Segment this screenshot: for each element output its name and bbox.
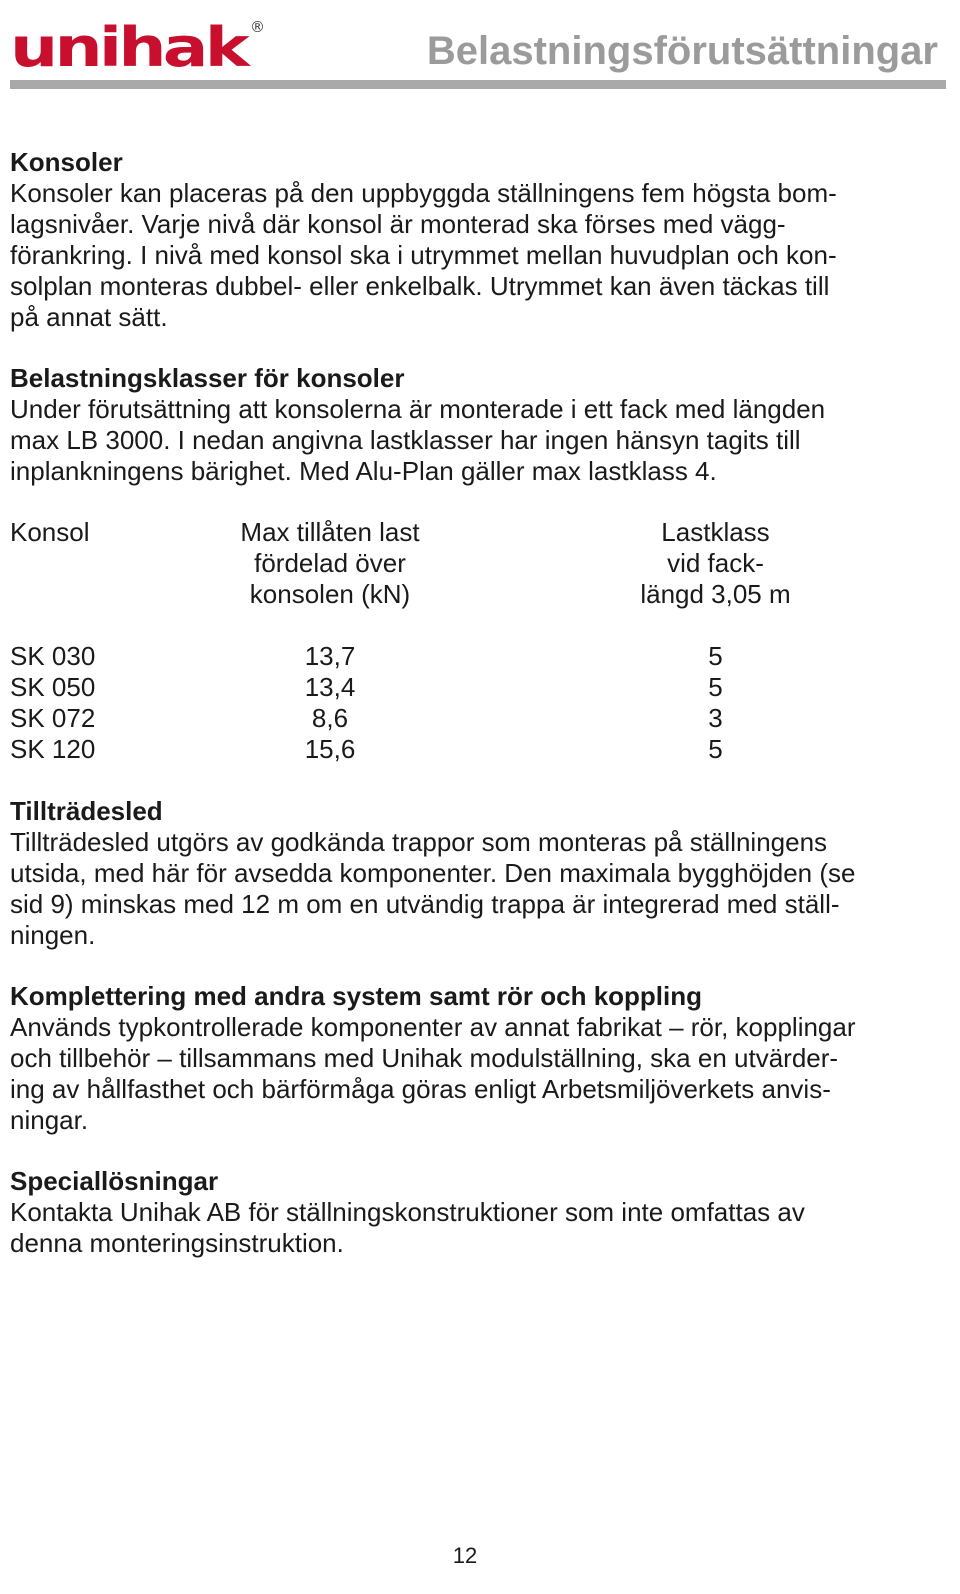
section-konsoler	[10, 147, 950, 333]
cell-max-load: 8,6	[311, 703, 349, 733]
column-header-label: Lastklass vid fack- längd 3,05 m	[640, 517, 791, 609]
page-header	[0, 0, 960, 95]
cell-max-load: 13,7	[304, 641, 356, 671]
cell-load-class: 3	[708, 703, 723, 733]
section-tilltradesled	[10, 796, 950, 951]
section-heading: Konsoler	[10, 147, 123, 177]
load-class-table	[10, 517, 828, 765]
header-divider	[10, 80, 946, 89]
page-content	[10, 147, 950, 1289]
section-belastningsklasser	[10, 363, 950, 487]
column-header-label: Konsol	[10, 517, 90, 547]
section-heading: Komplettering med andra system samt rör och koppling	[10, 981, 703, 1011]
column-spacer	[435, 517, 603, 641]
cell-max-load: 15,6	[304, 734, 356, 764]
cell-konsol: SK 120	[10, 734, 96, 764]
logo-wordmark: unihak	[10, 18, 252, 74]
page-title: Belastningsförutsättningar	[426, 29, 938, 73]
section-heading: Belastningsklasser för konsoler	[10, 363, 405, 393]
section-heading: Speciallösningar	[10, 1166, 219, 1196]
table-row	[10, 672, 828, 703]
cell-spacer	[435, 734, 603, 765]
column-header-konsol	[10, 517, 225, 641]
section-heading: Tillträdesled	[10, 796, 163, 826]
cell-load-class: 5	[708, 641, 723, 671]
page-number: 12	[452, 1543, 478, 1568]
cell-max-load: 13,4	[304, 672, 356, 702]
column-header-label: Max tillåten last fördelad över konsolen (kN)	[240, 517, 420, 609]
cell-spacer	[435, 703, 603, 734]
table-row	[10, 703, 828, 734]
section-komplettering	[10, 981, 950, 1136]
cell-konsol: SK 072	[10, 703, 96, 733]
table-row	[10, 641, 828, 672]
cell-load-class: 5	[708, 672, 723, 702]
table-header-row	[10, 517, 828, 641]
cell-spacer	[435, 672, 603, 703]
section-text: Konsoler kan placeras på den uppbyggda ställningens fem högsta bom- lagsnivåer. Varje nivå där konsol är monterad ska förses med vägg- förankring. I nivå med konsol ska i utrymmet mellan huvudplan och kon- solplan monteras dubbel- eller enkelbalk. Utrymmet kan även täckas till på annat sätt.	[10, 178, 837, 332]
unihak-logo	[10, 18, 272, 74]
section-speciallosningar	[10, 1166, 950, 1259]
cell-konsol: SK 050	[10, 672, 96, 702]
cell-konsol: SK 030	[10, 641, 96, 671]
table-row	[10, 734, 828, 765]
section-text: Används typkontrollerade komponenter av annat fabrikat – rör, kopplingar och tillbehör – tillsammans med Unihak modulställning, ska en utvärder- ing av hållfasthet och bärförmåga göras enligt Arbetsmiljöverkets anvis- ningar.	[10, 1012, 856, 1135]
cell-spacer	[435, 641, 603, 672]
section-text: Tillträdesled utgörs av godkända trappor som monteras på ställningens utsida, med här för avsedda komponenter. Den maximala bygghöjden (se sid 9) minskas med 12 m om en utvändig trappa är integrerad med ställ- ningen.	[10, 827, 856, 950]
column-header-max-load	[225, 517, 435, 641]
section-text: Kontakta Unihak AB för ställningskonstruktioner som inte omfattas av denna monteringsinstruktion.	[10, 1197, 805, 1258]
section-text: Under förutsättning att konsolerna är monterade i ett fack med längden max LB 3000. I nedan angivna lastklasser har ingen hänsyn tagits till inplankningens bärighet. Med Alu-Plan gäller max lastklass 4.	[10, 394, 826, 486]
cell-load-class: 5	[708, 734, 723, 764]
column-header-load-class	[603, 517, 828, 641]
registered-mark: ®	[250, 18, 265, 36]
